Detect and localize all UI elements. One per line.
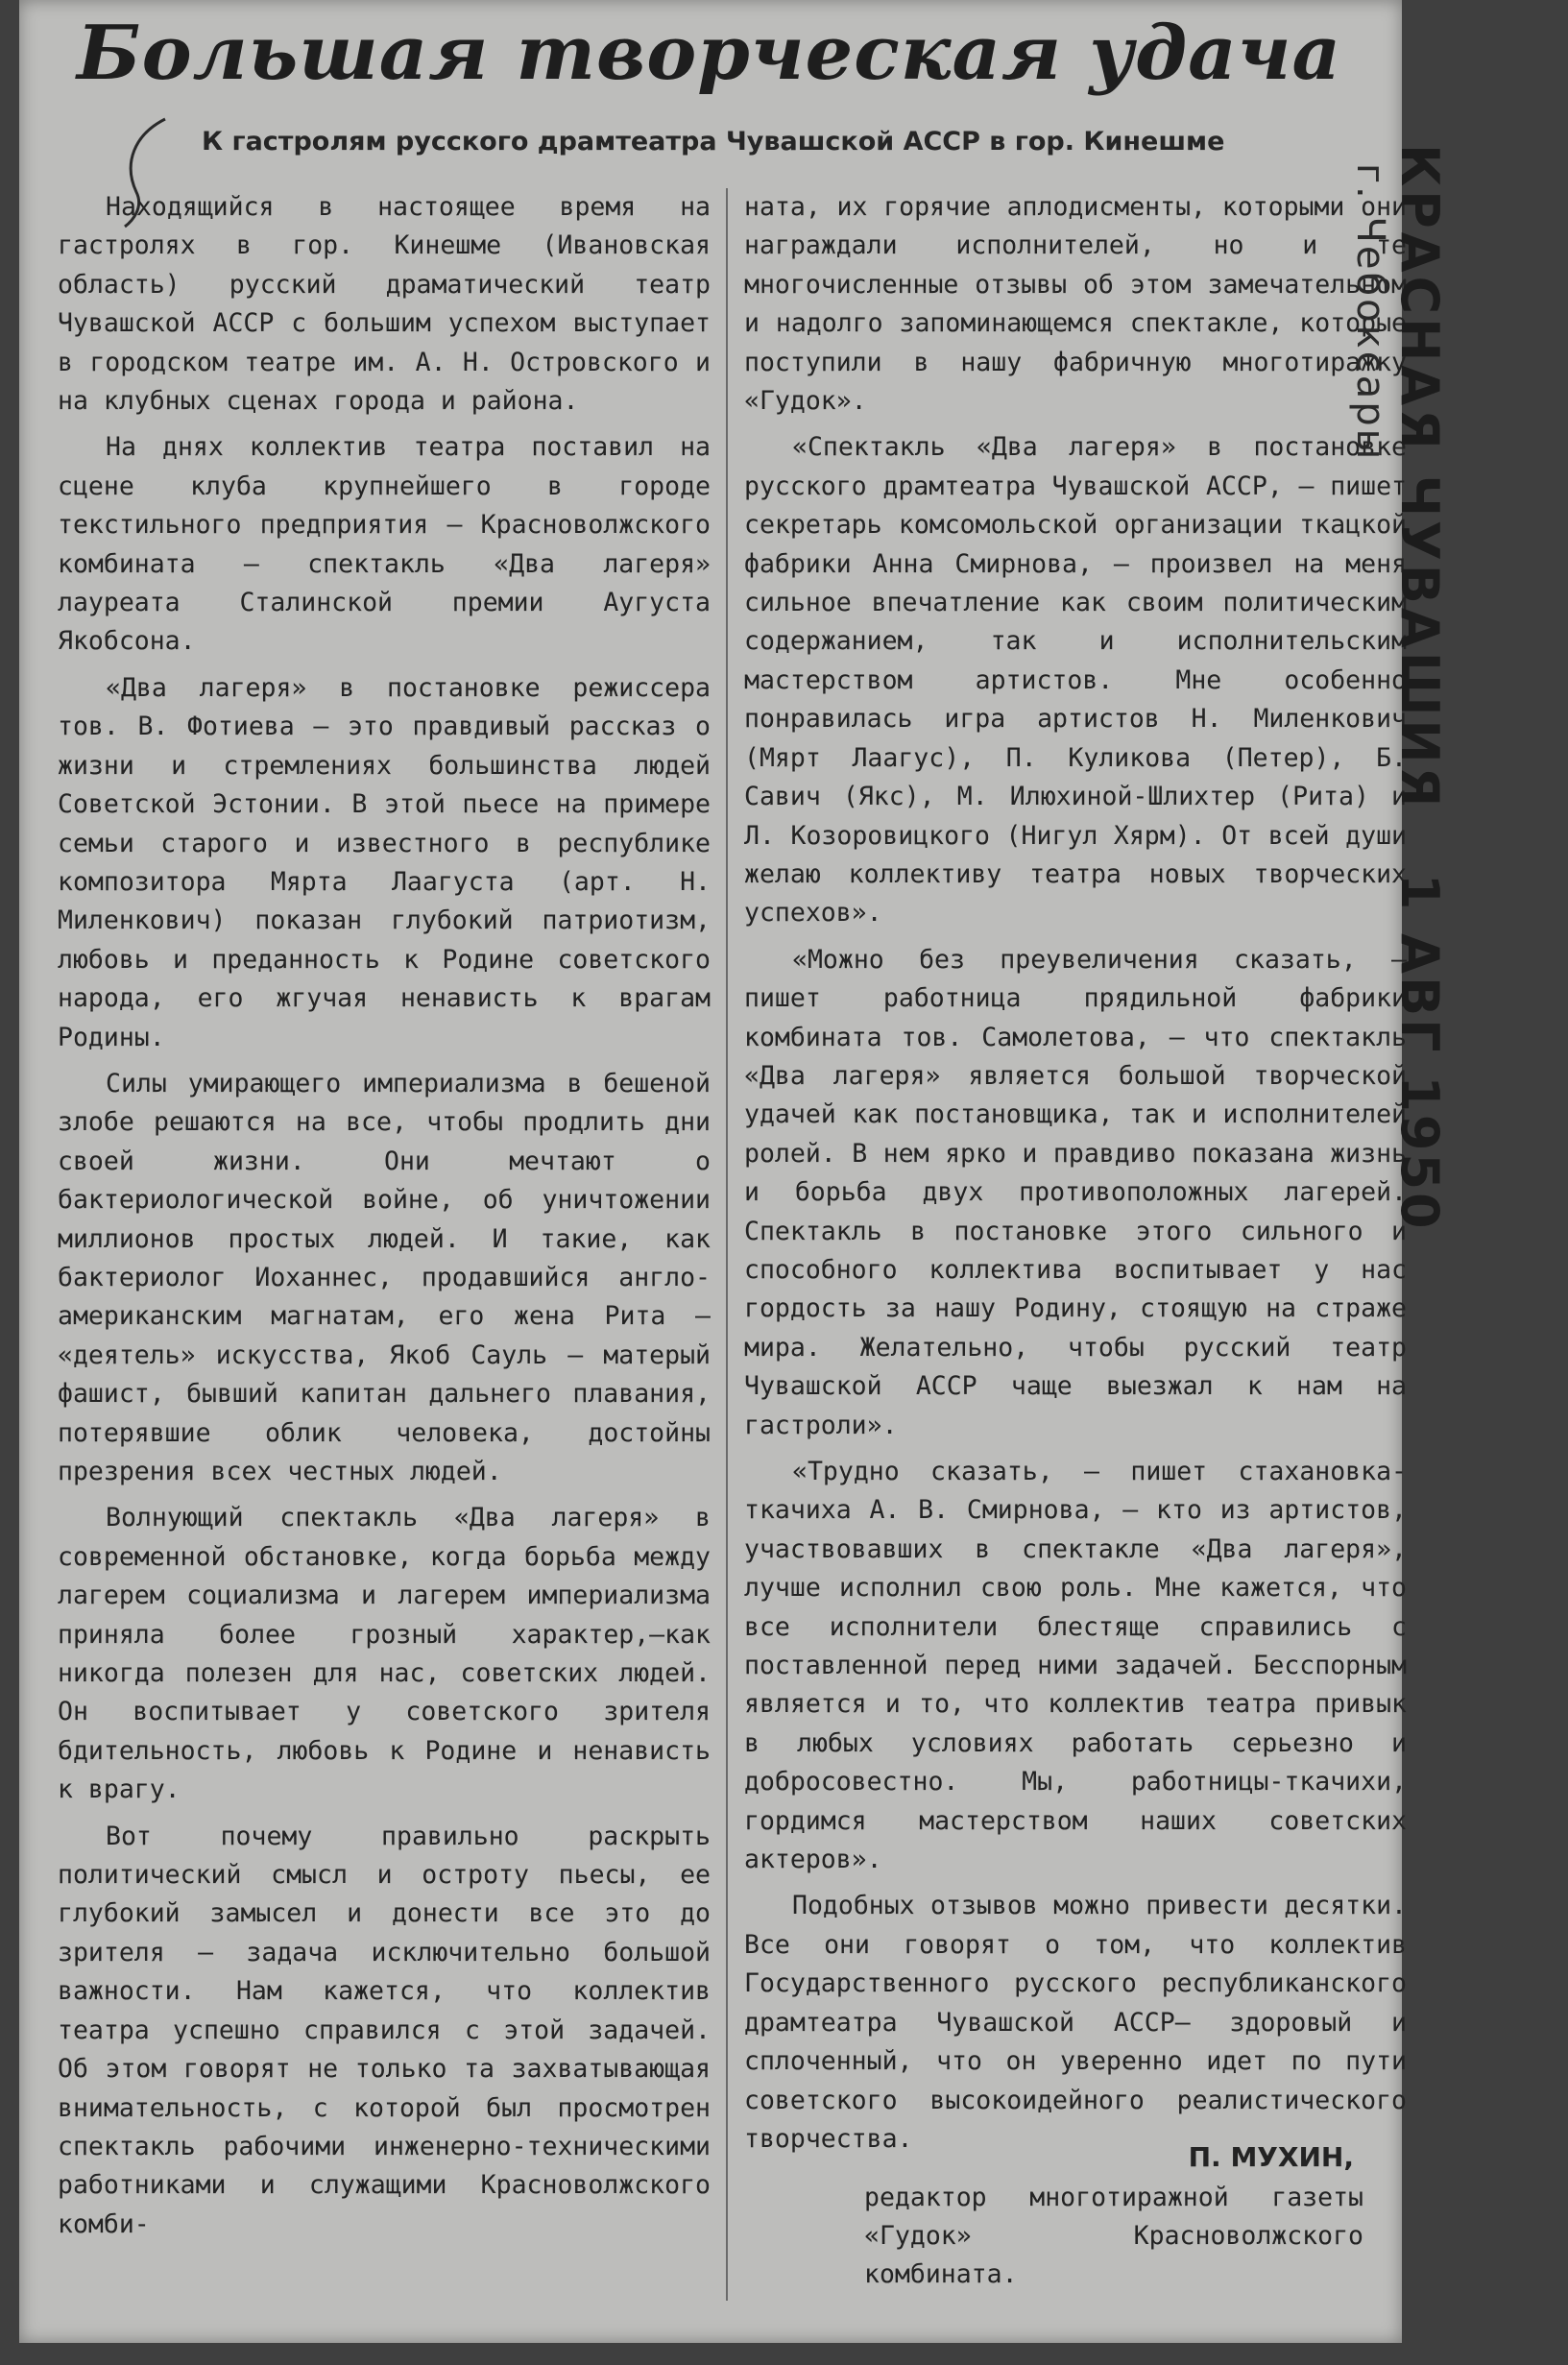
paragraph: Волнующий спектакль «Два лагеря» в современной обстановке, когда борьба между лагерем социализма и лагерем империализма приняла более грозный характер,—как никогда полезен для нас, советских людей. Он воспитывает у советского зрителя бдительность, любовь к Родине и ненависть к врагу. (58, 1503, 711, 1805)
newspaper-clipping (19, 0, 1407, 2343)
archive-stamp (1389, 144, 1450, 1232)
paragraph: Подобных отзывов можно привести десятки. Все они говорят о том, что коллектив Государственного русского республиканского драмтеатра Чувашской АССР— здоровый и сплоченный, что он уверенно идет по пути советского высокоидейного реалистического творчества. (744, 1891, 1407, 2154)
paragraph: Находящийся в настоящее время на гастролях в гор. Кинешме (Ивановская область) русский драматический театр Чувашской АССР с большим успехом выступает в городском театре им. А. Н. Островского и на клубных сценах города и района. (58, 192, 711, 417)
subheadline: К гастролям русского драмтеатра Чувашской АССР в гор. Кинешме (202, 127, 1225, 157)
paragraph: На днях коллектив театра поставил на сцене клуба крупнейшего в городе текстильного предприятия — Красноволжского комбината — спектакль «Два лагеря» лауреата Сталинской премии Аугуста Якобсона. (58, 432, 711, 657)
stamp-city: г. Чебоксары (1348, 163, 1392, 463)
paragraph: «Спектакль «Два лагеря» в постановке русского драмтеатра Чувашской АССР, — пишет секретарь комсомольской организации ткацкой фабрики Анна Смирнова, — произвел на меня сильное впечатление как своим политическим содержанием, так и исполнительским мастерством артистов. Мне особенно понравилась игра артистов Н. Миленкович (Мярт Лаагус), П. Куликова (Петер), Б. Савич (Якс), М. Илюхиной-Шлихтер (Рита) и Л. Козоровицкого (Нигул Хярм). От всей души желаю коллективу театра новых творческих успехов». (744, 432, 1407, 929)
author-description: редактор многотиражной газеты «Гудок» Красноволжского комбината. (864, 2183, 1363, 2289)
signature (864, 2141, 1363, 2294)
paragraph: ната, их горячие аплодисменты, которыми они награждали исполнителей, но и те многочисленные отзывы об этом замечательном и надолго запоминающемся спектакле, которые поступили в нашу фабричную многотиражку «Гудок». (744, 192, 1407, 417)
paragraph: «Два лагеря» в постановке режиссера тов. В. Фотиева — это правдивый рассказ о жизни и стремлениях большинства людей Советской Эстонии. В этой пьесе на примере семьи старого и известного в республике композитора Мярта Лаагуста (арт. Н. Миленкович) показан глубокий патриотизм, любовь и преданность к Родине советского народа, его жгучая ненависть к врагам Родины. (58, 672, 711, 1052)
paragraph: Силы умирающего империализма в бешеной злобе решаются на все, чтобы продлить дни своей жизни. Они мечтают о бактериологической войне, об уничтожении миллионов простых людей. И такие, как бактериолог Иоханнес, продавшийся англо-американским магнатам, его жена Рита — «деятель» искусства, Якоб Сауль — матерый фашист, бывший капитан дальнего плавания, потерявшие облик человека, достойны презрения всех честных людей. (58, 1068, 711, 1486)
column-divider (726, 188, 728, 2301)
stamp-newspaper: КРАСНАЯ ЧУВАШИЯ (1389, 144, 1450, 811)
paragraph: «Трудно сказать, — пишет стахановка-ткачиха А. В. Смирнова, — кто из артистов, участвовавших в спектакле «Два лагеря», лучше исполнил свою роль. Мне кажется, что все исполнители блестяще справились с поставленной перед ними задачей. Бесспорным является и то, что коллектив театра привык в любых условиях работать серьезно и добросовестно. Мы, работницы-ткачихи, гордимся мастерством наших советских актеров». (744, 1457, 1407, 1875)
left-column (58, 188, 711, 2252)
author-name: П. МУХИН, (1188, 2141, 1354, 2173)
stamp-date: 1 АВГ 1950 (1389, 873, 1450, 1232)
right-column (744, 188, 1407, 2166)
paragraph: Вот почему правильно раскрыть политический смысл и остроту пьесы, ее глубокий замысел и донести все это до зрителя — задача исключительно большой важности. Нам кажется, что коллектив театра успешно справился с этой задачей. Об этом говорят не только та захватывающая внимательность, с которой был просмотрен спектакль рабочими инженерно-техническими работниками и служащими Красноволжского комби- (58, 1821, 711, 2239)
headline: Большая творческая удача (77, 10, 1342, 97)
paragraph: «Можно без преувеличения сказать, — пишет работница прядильной фабрики комбината тов. Самолетова, — что спектакль «Два лагеря» является большой творческой удачей как постановщика, так и исполнителей ролей. В нем ярко и правдиво показана жизнь и борьба двух противоположных лагерей. Спектакль в постановке этого сильного и способного коллектива воспитывает у нас гордость за нашу Родину, стоящую на страже мира. Желательно, чтобы русский театр Чувашской АССР чаще выезжал к нам на гастроли». (744, 944, 1407, 1440)
